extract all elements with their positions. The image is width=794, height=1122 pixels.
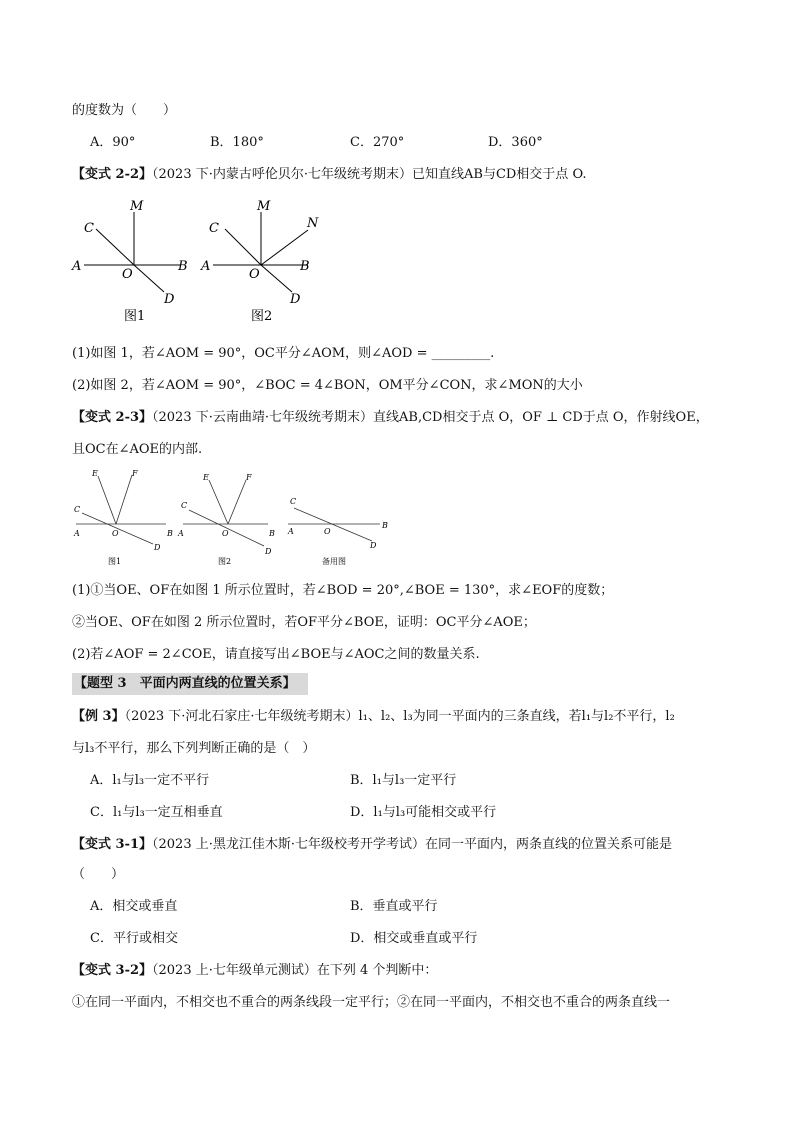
label-b: B [269, 529, 275, 538]
example-tag: 【例 3】 [72, 709, 125, 724]
figure-caption: 图1 [108, 557, 122, 566]
figure-caption: 图1 [124, 309, 146, 324]
problem-text-line-2: 且OC在∠AOE的内部. [72, 442, 203, 457]
option-c: C．l₁与l₃一定互相垂直 [90, 805, 223, 820]
label-b: B [167, 529, 173, 538]
option-d: D．相交或垂直或平行 [350, 931, 478, 946]
variant-2-2-heading [72, 166, 586, 184]
problem-text: （2023 下·河北石家庄·七年级统考期末）l₁、l₂、l₃为同一平面内的三条直线，若l₁与l₂不平行，l₂ [124, 709, 675, 724]
option-c: C．平行或相交 [90, 931, 178, 946]
question-1: (1)如图 1，若∠AOM = 90°，OC平分∠AOM，则∠AOD = _________. [72, 346, 495, 361]
topic-heading: 【题型 3 平面内两直线的位置关系】 [72, 673, 308, 695]
problem-text: （2023 下·云南曲靖·七年级统考期末）直线AB,CD相交于点 O，OF ⊥ CD于点 O，作射线OE， [152, 410, 709, 425]
label-b: B [382, 521, 388, 530]
label-o: O [324, 527, 331, 536]
figure-caption: 图2 [251, 309, 273, 324]
label-a: A [288, 527, 294, 536]
problem-text-line-2: 与l₃不平行，那么下列判断正确的是（ ） [72, 741, 316, 756]
figure-2-3 [68, 466, 398, 571]
option-a: A．相交或垂直 [90, 899, 178, 914]
label-d: D [154, 543, 161, 552]
label-d: D [265, 547, 272, 556]
label-b: B [178, 259, 188, 274]
label-m: M [257, 199, 271, 214]
label-c: C [209, 221, 219, 236]
question-1: (1)①当OE、OF在如图 1 所示位置时，若∠BOD = 20°,∠BOE = 130°，求∠EOF的度数； [72, 583, 614, 598]
figure-caption: 图2 [218, 557, 232, 566]
label-c: C [74, 505, 81, 514]
source-text: （2023 下·内蒙古呼伦贝尔·七年级统考期末） [152, 167, 412, 182]
figure-1 [73, 469, 173, 566]
label-b: B [300, 259, 310, 274]
label-d: D [164, 292, 175, 307]
option-d: D．l₁与l₃可能相交或平行 [350, 805, 497, 820]
label-o: O [112, 529, 119, 538]
label-a: A [178, 529, 184, 538]
variant-3-1-heading [72, 836, 672, 854]
label-e: E [203, 473, 209, 482]
option-b: B．垂直或平行 [350, 899, 438, 914]
variant-3-2-heading [72, 962, 437, 980]
option-b: B．180° [210, 135, 264, 150]
option-d: D．360° [488, 135, 543, 150]
label-o: O [122, 267, 133, 282]
label-c: C [84, 221, 94, 236]
option-c: C．270° [350, 135, 405, 150]
label-a: A [201, 259, 211, 274]
option-b: B．l₁与l₃一定平行 [350, 773, 457, 788]
label-f: F [246, 473, 252, 482]
variant-tag: 【变式 2-3】 [72, 410, 153, 425]
problem-text-line-2: （ ） [72, 867, 125, 882]
question-2: (2)若∠AOF = 2∠COE，请直接写出∠BOE与∠AOC之间的数量关系. [72, 647, 480, 662]
label-c: C [290, 497, 297, 506]
figure-spare [287, 497, 388, 566]
figure-2-2-b-label [300, 256, 320, 276]
label-a: A [72, 259, 82, 274]
variant-tag: 【变式 3-1】 [72, 837, 153, 852]
problem-text-line-2: ①在同一平面内，不相交也不重合的两条线段一定平行；②在同一平面内，不相交也不重合的两条直线一 [72, 995, 671, 1010]
label-f: F [132, 469, 138, 478]
variant-tag: 【变式 2-2】 [72, 167, 153, 182]
variant-tag: 【变式 3-2】 [72, 963, 153, 978]
figure-2 [177, 473, 275, 566]
figure-1 [71, 199, 188, 324]
option-a: A．l₁与l₃一定不平行 [90, 773, 210, 788]
question-2: (2)如图 2，若∠AOM = 90°，∠BOC = 4∠BON，OM平分∠CON，求∠MON的大小 [72, 378, 583, 393]
variant-2-3-heading [72, 409, 709, 427]
problem-text: （2023 上·七年级单元测试）在下列 4 个判断中： [152, 963, 438, 978]
figure-caption: 备用图 [322, 557, 346, 566]
label-m: M [130, 199, 144, 214]
problem-text: （2023 上·黑龙江佳木斯·七年级校考开学考试）在同一平面内，两条直线的位置关系可能是 [152, 837, 672, 852]
question-text: 的度数为（ ） [72, 103, 177, 118]
label-d: D [290, 292, 301, 307]
label-a: A [74, 529, 80, 538]
question-1-part-2: ②当OE、OF在如图 2 所示位置时，若OF平分∠BOE，证明：OC平分∠AOE； [72, 615, 536, 630]
label-o: O [222, 529, 229, 538]
label-e: E [92, 469, 98, 478]
label-n: N [307, 216, 319, 231]
label-o: O [249, 267, 260, 282]
option-a: A．90° [90, 135, 136, 150]
label-c: C [181, 501, 188, 510]
figure-2-2 [68, 196, 319, 326]
example-3-heading [72, 708, 675, 726]
label-d: D [370, 541, 377, 550]
problem-text: 已知直线AB与CD相交于点 O. [412, 167, 587, 182]
